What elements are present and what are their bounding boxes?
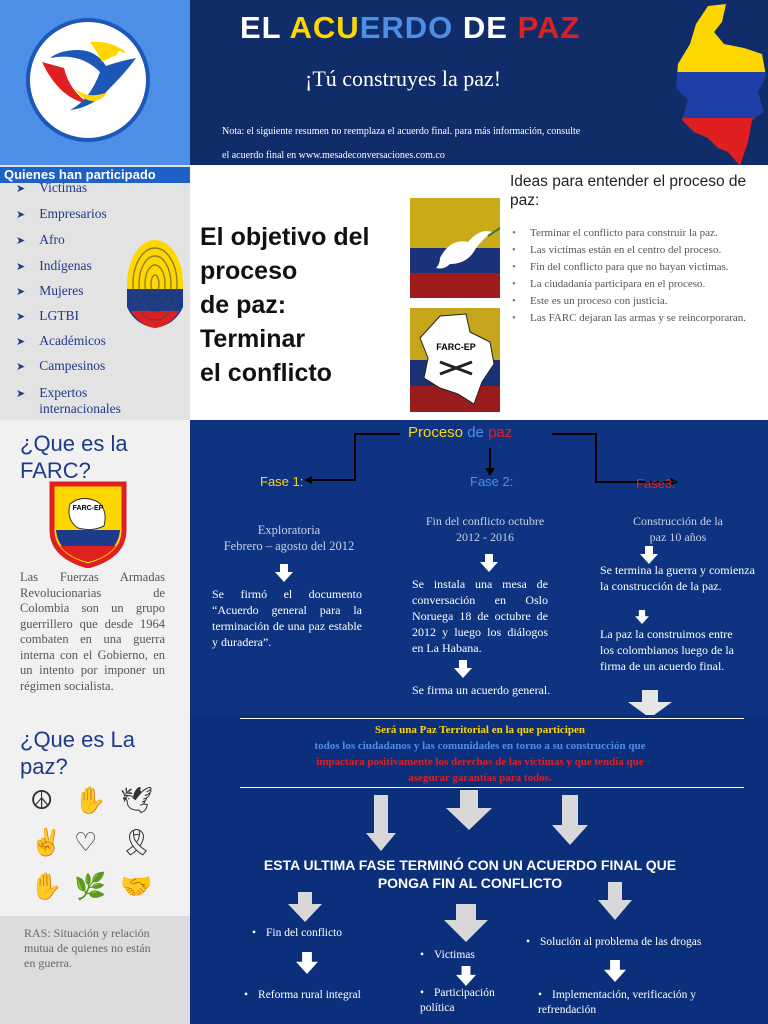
final-item-label: Fin del conflicto bbox=[266, 927, 343, 939]
arrow-bullet-icon: ➤ bbox=[16, 286, 26, 298]
participant-item bbox=[16, 308, 79, 324]
phase2-name-text: Fin del conflicto octubre bbox=[425, 514, 545, 528]
down-arrow-icon bbox=[480, 554, 498, 572]
list-item: • Las FARC dejaran las armas y se reincorporaran. bbox=[512, 310, 762, 327]
dove-logo bbox=[26, 18, 150, 142]
raised-hand-icon: ✋ bbox=[30, 871, 63, 901]
fingerprint-flag-icon bbox=[125, 237, 185, 332]
territorial-line2: todos los ciudadanos y las comunidades en torno a su construcción que bbox=[314, 740, 646, 752]
arrow-bullet-icon: ➤ bbox=[16, 311, 26, 323]
process-title-b: de bbox=[467, 424, 489, 441]
gray-down-arrow-icon bbox=[446, 790, 492, 830]
final-line2: PONGA FIN AL CONFLICTO bbox=[377, 875, 563, 891]
objective-line: El objetivo del bbox=[200, 223, 370, 251]
final-item-label: Implementación, verificación y refrendación bbox=[538, 989, 697, 1016]
title-part: EL bbox=[240, 10, 290, 45]
phase3-text: Se termina la guerra y comienza la construcción de la paz. bbox=[600, 563, 755, 593]
participant-item bbox=[16, 333, 106, 349]
phase1-dates: Febrero – agosto del 2012 bbox=[223, 539, 355, 553]
objective-line: Terminar bbox=[200, 325, 306, 353]
final-item: • Participación política bbox=[420, 987, 495, 1014]
dove-logo-icon bbox=[30, 22, 146, 138]
dove-flag-image bbox=[410, 198, 502, 298]
down-arrow-icon bbox=[296, 952, 318, 974]
ideas-title: Ideas para entender el proceso de paz: bbox=[510, 173, 747, 209]
title-part: DE bbox=[462, 10, 518, 45]
big-down-arrow-icon bbox=[628, 690, 672, 718]
colombia-map-icon bbox=[668, 2, 768, 168]
farc-map-label: FARC-EP bbox=[436, 342, 476, 352]
participant-label: Académicos bbox=[39, 333, 106, 348]
gray-down-arrow-icon bbox=[444, 904, 488, 942]
page-title bbox=[240, 10, 580, 46]
down-arrow-icon bbox=[454, 660, 472, 678]
phase1-label: Fase 1: bbox=[260, 474, 304, 489]
phase3-name-text: Construcción de la bbox=[633, 514, 723, 528]
participant-item bbox=[16, 180, 87, 196]
participant-label: Empresarios bbox=[39, 206, 107, 221]
arrow-bullet-icon: ➤ bbox=[16, 209, 26, 221]
phase2-label: Fase 2: bbox=[470, 474, 514, 489]
participant-item bbox=[16, 206, 107, 222]
participant-label: Mujeres bbox=[39, 283, 84, 298]
participant-item bbox=[16, 385, 169, 417]
arrow-bullet-icon: ➤ bbox=[16, 183, 26, 195]
territorial-line1: Será una Paz Territorial en la que participen bbox=[375, 724, 585, 736]
final-item-label: Participación política bbox=[420, 987, 495, 1014]
final-item-label: Victimas bbox=[434, 949, 475, 961]
participant-label: LGTBI bbox=[39, 308, 79, 323]
gray-down-arrow-icon bbox=[366, 795, 396, 851]
peace-sign-icon: ☮ bbox=[30, 785, 54, 815]
phase3-label: Fase3: bbox=[636, 476, 676, 491]
ribbon-icon: 🎗 bbox=[120, 827, 154, 857]
list-item: • Terminar el conflicto para construir la paz. bbox=[512, 225, 762, 242]
final-agreement-text bbox=[220, 856, 720, 892]
list-item: • Las victimas están en el centro del proceso. bbox=[512, 242, 762, 259]
participant-label: Afro bbox=[39, 232, 65, 247]
phase2-text2: Se firma un acuerdo general. bbox=[412, 683, 551, 697]
participant-item bbox=[16, 232, 65, 248]
title-part: PAZ bbox=[517, 10, 581, 45]
olive-branch-icon: 🌿 bbox=[74, 871, 107, 901]
final-item: • Reforma rural integral bbox=[244, 989, 361, 1001]
paz-heading-line2: paz? bbox=[20, 754, 68, 779]
final-item-label: Reforma rural integral bbox=[258, 989, 361, 1001]
ras-text: RAS: Situación y relación mutua de quienes no están en guerra. bbox=[24, 926, 151, 970]
arrow-bullet-icon: ➤ bbox=[16, 361, 26, 373]
paz-heading-line1: ¿Que es La bbox=[20, 727, 135, 752]
title-part: ACU bbox=[289, 10, 360, 45]
arrow-bullet-icon: ➤ bbox=[16, 388, 26, 400]
phase3-name bbox=[598, 513, 758, 545]
arrow-bullet-icon: ➤ bbox=[16, 336, 26, 348]
farc-heading-line2: FARC? bbox=[20, 458, 91, 483]
territorial-line3: impactara positivamente los derechos de las victimas y que tendía que bbox=[316, 756, 644, 768]
paz-heading bbox=[20, 726, 135, 780]
objective-line: el conflicto bbox=[200, 359, 332, 387]
final-item: • Victimas bbox=[420, 949, 475, 961]
list-item: • Este es un proceso con justicia. bbox=[512, 293, 762, 310]
objective-line: de paz: bbox=[200, 291, 287, 319]
process-title-a: Proceso bbox=[408, 424, 468, 441]
phase3-text2: La paz la construimos entre los colombianos luego de la firma de un acuerdo final. bbox=[600, 627, 734, 673]
participant-item bbox=[16, 283, 83, 299]
final-line1: ESTA ULTIMA FASE TERMINÓ CON UN ACUERDO FINAL QUE bbox=[263, 857, 677, 873]
farc-heading bbox=[20, 430, 128, 484]
phase2-text: Se instala una mesa de conversación en Oslo Noruega 18 de octubre de 2012 y luego los diálogos en La Habana. bbox=[412, 577, 548, 655]
title-part: ERDO bbox=[359, 10, 463, 45]
arrow-bullet-icon: ➤ bbox=[16, 261, 26, 273]
participant-item bbox=[16, 258, 92, 274]
gray-down-arrow-icon bbox=[552, 795, 588, 845]
dove-icon: 🕊 bbox=[120, 785, 154, 815]
helping-hand-icon: ✋ bbox=[74, 785, 107, 815]
phase2-dates: 2012 - 2016 bbox=[456, 530, 514, 544]
farc-description: Las Fuerzas Armadas Revolucionarias de Colombia son un grupo guerrillero que desde 1964 combaten en una guerra interna con el Gobierno, en un intento por imponer un régimen socialista. bbox=[20, 570, 165, 693]
final-item-label: Solución al problema de las drogas bbox=[540, 936, 702, 948]
logo-panel bbox=[0, 0, 190, 165]
participant-label: Indígenas bbox=[39, 258, 92, 273]
handshake-icon: 🤝 bbox=[120, 871, 153, 901]
participant-label: Expertos internacionales bbox=[39, 385, 121, 416]
divider bbox=[240, 787, 744, 788]
final-item: • Solución al problema de las drogas bbox=[526, 936, 702, 948]
objective-line: proceso bbox=[200, 257, 298, 285]
gray-down-arrow-icon bbox=[598, 882, 632, 920]
page-subtitle: ¡Tú construyes la paz! bbox=[305, 66, 502, 91]
farc-map-image bbox=[410, 308, 502, 412]
list-item: • Fin del conflicto para que no hayan victimas. bbox=[512, 259, 762, 276]
victory-hand-icon: ✌ bbox=[30, 827, 63, 857]
down-arrow-icon bbox=[456, 966, 476, 986]
down-arrow-icon bbox=[634, 610, 650, 624]
phase1-text: Se firmó el documento “Acuerdo general para la terminación de una paz estable y duradera”. bbox=[212, 587, 362, 649]
note-line2: el acuerdo final en www.mesadeconversaciones.com.co bbox=[222, 150, 445, 161]
participant-item bbox=[16, 358, 105, 374]
objective-text bbox=[200, 220, 400, 390]
note-line1: Nota: el siguiente resumen no reemplaza el acuerdo final. para más información, consulte bbox=[222, 126, 581, 137]
farc-heading-line1: ¿Que es la bbox=[20, 431, 128, 456]
phase2-name bbox=[410, 513, 560, 545]
final-item: • Implementación, verificación y refrendación bbox=[538, 989, 697, 1016]
territorial-line4: asegurar garantías para todos. bbox=[408, 772, 552, 784]
phase3-dates: paz 10 años bbox=[649, 530, 707, 544]
down-arrow-icon bbox=[604, 960, 626, 982]
participants-title: Quienes han participado bbox=[0, 167, 190, 183]
participant-label: Campesinos bbox=[39, 358, 106, 373]
participant-label: Victimas bbox=[39, 180, 88, 195]
divider bbox=[240, 718, 744, 719]
farc-shield-label: FARC-EP bbox=[72, 505, 104, 512]
arrow-bullet-icon: ➤ bbox=[16, 235, 26, 247]
heart-icon: ♡ bbox=[74, 827, 98, 857]
phase1-name bbox=[204, 522, 374, 554]
ideas-list bbox=[512, 225, 762, 327]
final-item: • Fin del conflicto bbox=[252, 927, 343, 939]
phase1-name-text: Exploratoria bbox=[257, 523, 321, 537]
territorial-text bbox=[200, 722, 760, 786]
process-title-c: paz bbox=[488, 424, 513, 441]
down-arrow-icon bbox=[275, 564, 293, 582]
farc-shield-icon bbox=[48, 480, 128, 568]
list-item: • La ciudadanía participara en el proceso. bbox=[512, 276, 762, 293]
gray-down-arrow-icon bbox=[288, 892, 322, 922]
